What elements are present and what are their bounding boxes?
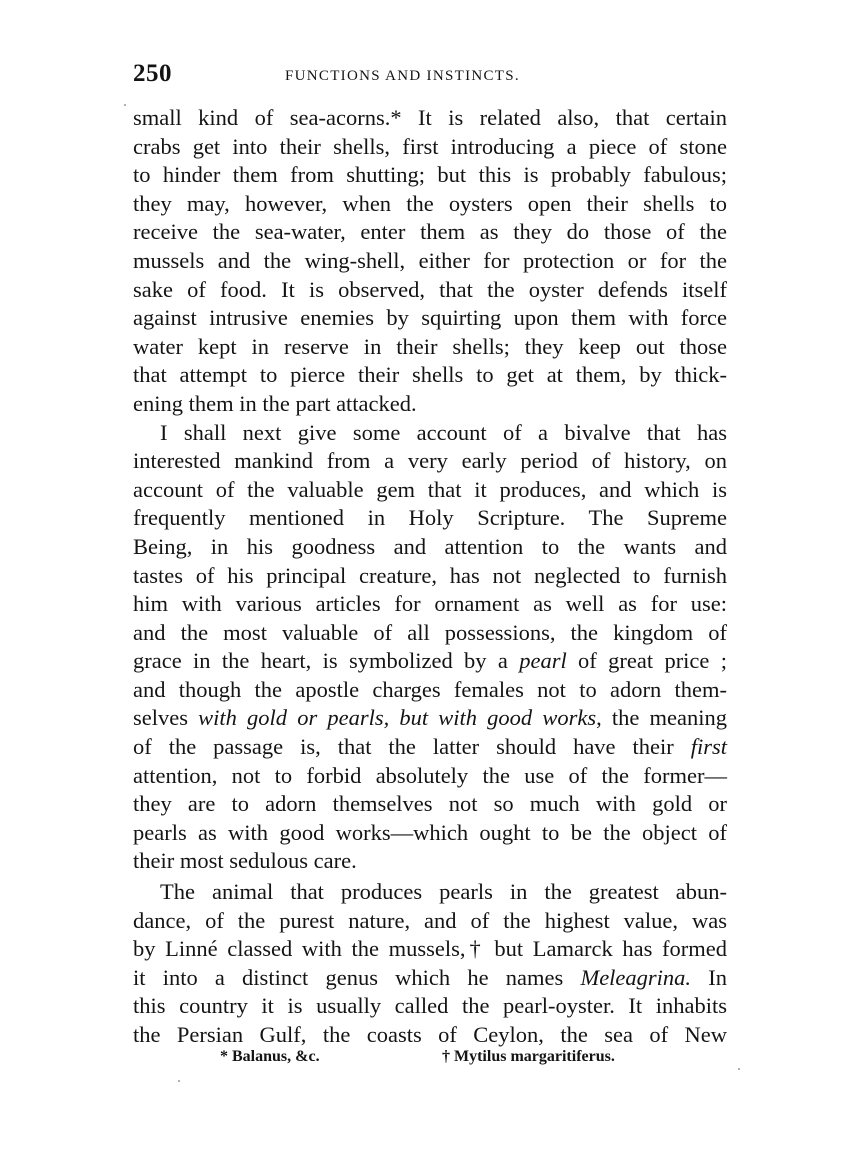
footnotes [220,1048,680,1072]
italic-text: pearl [519,648,567,674]
text-line [133,647,727,676]
text-line: by Linné classed with the mussels,† but Lamarck has formed [133,936,727,962]
text-line: that attempt to pierce their shells to get at them, by thick- [133,362,727,388]
text-run: selves [133,705,199,731]
text-line: water kept in reserve in their shells; they keep out those [133,333,727,359]
text-line: tastes of his principal creature, has not neglected to furnish [133,562,727,588]
paragraph-2 [133,419,727,877]
text-line: I shall next give some account of a bivalve that has [160,419,727,445]
text-line: ening them in the part attacked. [133,390,417,416]
text-run: it into a distinct genus which he names [133,964,581,990]
text-line: attention, not to forbid absolutely the use of the former— [133,762,727,788]
italic-text: Meleagrina. [580,964,692,990]
print-speck [124,104,126,106]
text-line: receive the sea-water, enter them as they do those of the [133,219,727,245]
text-line: this country it is usually called the pearl-oyster. It inhabits [133,993,727,1019]
text-line: their most sedulous care. [133,848,357,874]
text-line: frequently mentioned in Holy Scripture. The Supreme [133,505,727,531]
text-line: against intrusive enemies by squirting upon them with force [133,305,727,331]
text-line: crabs get into their shells, first introducing a piece of stone [133,133,727,159]
paragraph-3 [133,878,727,1050]
text-line: they are to adorn themselves not so much with gold or [133,791,727,817]
text-line: The animal that produces pearls in the greatest abun- [160,879,727,905]
page-header [133,60,733,90]
italic-text: first [690,734,727,760]
text-line: mussels and the wing-shell, either for protection or for the [133,247,727,273]
text-line: him with various articles for ornament as well as for use: [133,591,727,617]
text-line: Being, in his goodness and attention to the wants and [133,533,727,559]
text-line: account of the valuable gem that it produces, and which is [133,476,727,502]
text-line: the Persian Gulf, the coasts of Ceylon, the sea of New [133,1022,727,1047]
text-run: of great price ; [566,648,727,674]
text-run: of the passage is, that the latter should have their [133,734,691,760]
footnote-2: † Mytilus margaritiferus. [442,1048,615,1065]
text-line: and though the apostle charges females not to adorn them- [133,676,727,702]
text-run: In [691,964,727,990]
text-line: sake of food. It is observed, that the oyster defends itself [133,276,727,302]
text-line [133,733,727,762]
running-head: FUNCTIONS AND INSTINCTS. [285,68,520,84]
paragraph-1 [133,104,727,419]
text-line: dance, of the purest nature, and of the highest value, was [133,907,727,933]
italic-text: with gold or pearls, but with good works [198,705,597,731]
text-line: they may, however, when the oysters open their shells to [133,190,727,216]
body-text [133,104,727,1050]
page-number: 250 [133,60,172,87]
text-run: grace in the heart, is symbolized by a [133,648,520,674]
text-line: interested mankind from a very early period of history, on [133,448,727,474]
print-speck [178,1080,180,1082]
text-line: pearls as with good works—which ought to be the object of [133,819,727,845]
text-line [133,704,727,733]
text-line: to hinder them from shutting; but this is probably fabulous; [133,162,727,188]
footnote-1: * Balanus, &c. [220,1048,320,1065]
text-line: small kind of sea-acorns.* It is related also, that certain [133,105,727,130]
text-run: , the meaning [596,705,727,731]
text-line [133,964,727,993]
print-speck [738,1068,740,1070]
text-line: and the most valuable of all possessions, the kingdom of [133,619,727,645]
